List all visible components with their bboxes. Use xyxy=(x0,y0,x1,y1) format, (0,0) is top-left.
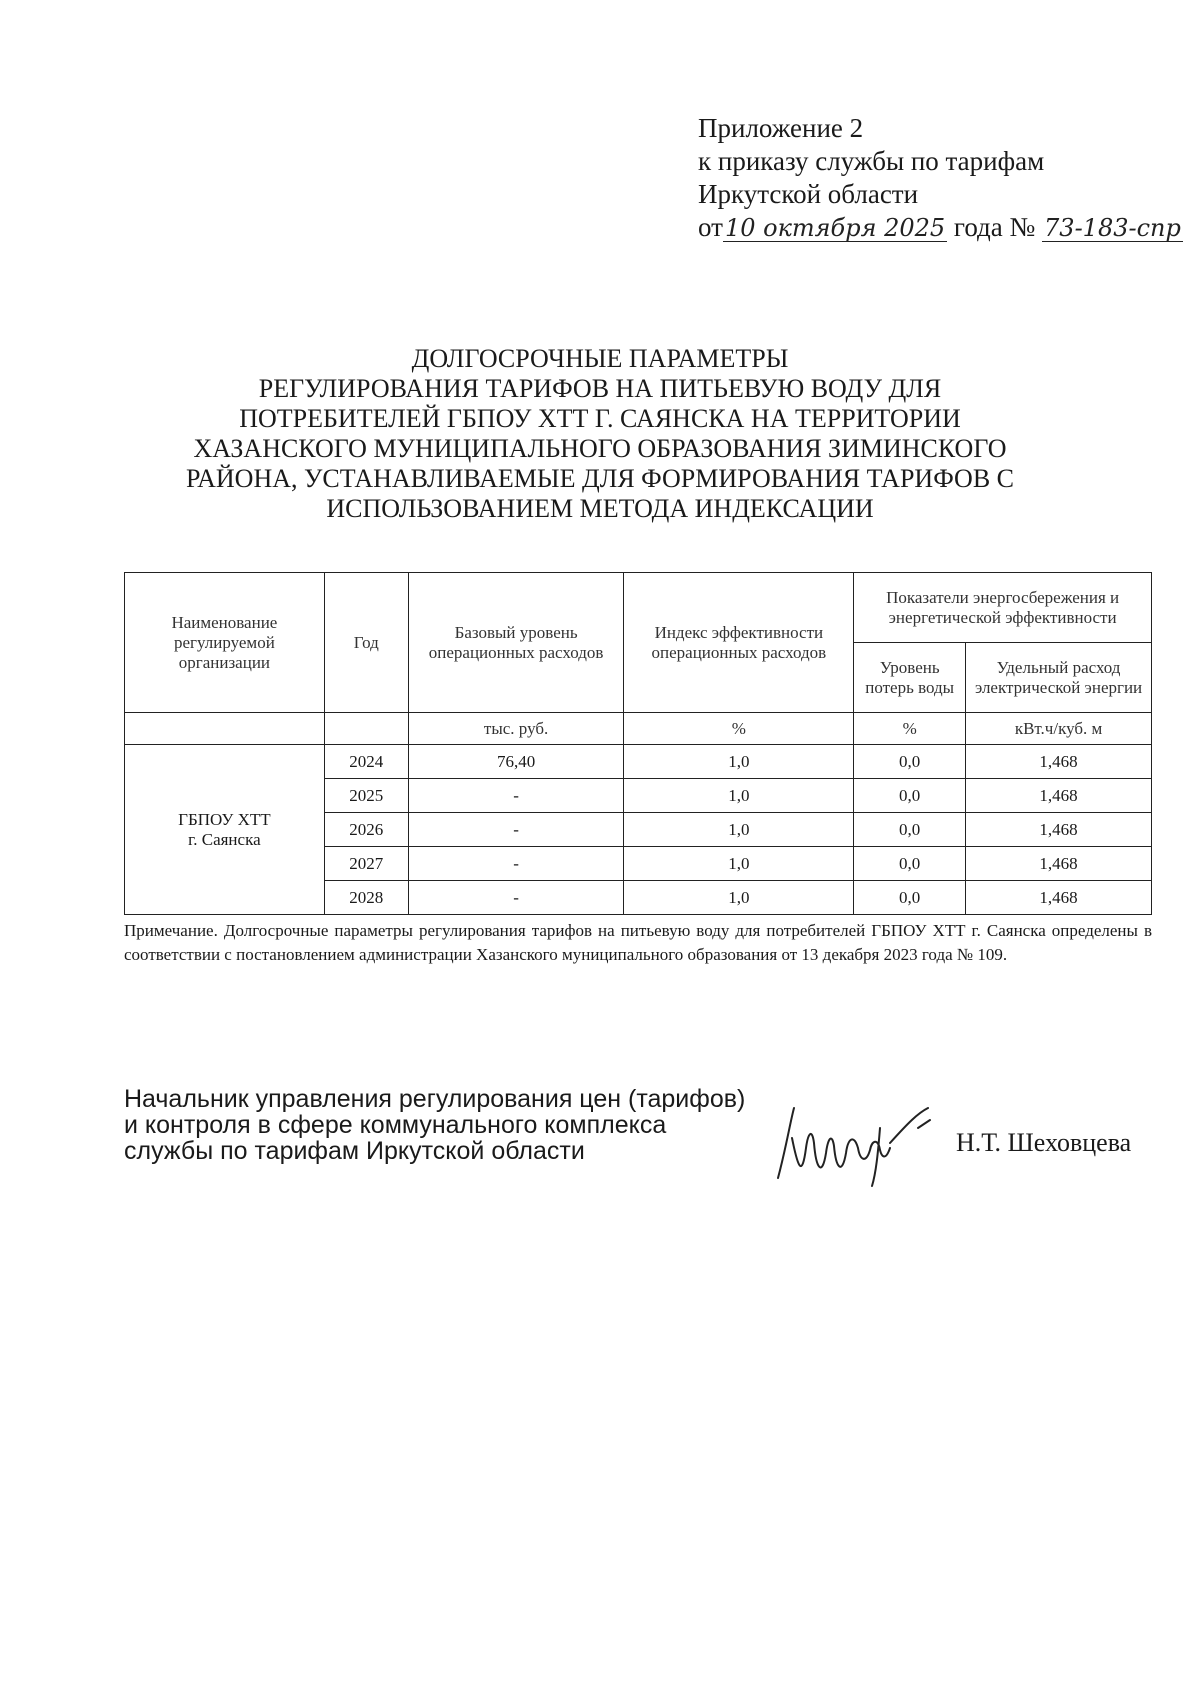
cell-base: 76,40 xyxy=(408,745,624,779)
parameters-table xyxy=(124,572,1152,915)
cell-year: 2026 xyxy=(324,813,408,847)
cell-index: 1,0 xyxy=(624,745,854,779)
units-empty-org xyxy=(125,713,325,745)
cell-year: 2025 xyxy=(324,779,408,813)
org-name-line-2: г. Саянска xyxy=(188,829,261,849)
cell-losses: 0,0 xyxy=(854,813,966,847)
cell-base: - xyxy=(408,779,624,813)
cell-base: - xyxy=(408,813,624,847)
title-line-2: РЕГУЛИРОВАНИЯ ТАРИФОВ НА ПИТЬЕВУЮ ВОДУ ДЛЯ xyxy=(258,374,942,403)
cell-specific: 1,468 xyxy=(966,881,1152,915)
appendix-line-2: к приказу службы по тарифам xyxy=(698,146,1045,176)
org-name-cell xyxy=(125,745,325,915)
cell-index: 1,0 xyxy=(624,813,854,847)
handwritten-date: 10 октября 2025 xyxy=(724,214,946,242)
signer-name: Н.Т. Шеховцева xyxy=(956,1128,1132,1157)
cell-losses: 0,0 xyxy=(854,779,966,813)
title-line-4: ХАЗАНСКОГО МУНИЦИПАЛЬНОГО ОБРАЗОВАНИЯ ЗИМИНСКОГО xyxy=(193,434,1007,463)
unit-base: тыс. руб. xyxy=(408,713,624,745)
title-line-6: ИСПОЛЬЗОВАНИЕМ МЕТОДА ИНДЕКСАЦИИ xyxy=(326,494,874,523)
cell-index: 1,0 xyxy=(624,847,854,881)
position-line-1: Начальник управления регулирования цен (тарифов) xyxy=(124,1085,746,1113)
units-empty-year xyxy=(324,713,408,745)
number-label: года № xyxy=(953,212,1036,242)
handwritten-signature xyxy=(768,1098,948,1188)
cell-base: - xyxy=(408,881,624,915)
handwritten-number: 73-183-спр xyxy=(1044,214,1181,242)
unit-losses: % xyxy=(854,713,966,745)
header-specific: Удельный расход электрической энергии xyxy=(966,643,1152,713)
cell-year: 2024 xyxy=(324,745,408,779)
position-line-2: и контроля в сфере коммунального комплекса xyxy=(124,1111,667,1139)
appendix-header xyxy=(698,112,1183,244)
signatory-position xyxy=(124,1086,745,1164)
date-prefix: от xyxy=(698,212,723,242)
unit-index: % xyxy=(624,713,854,745)
cell-losses: 0,0 xyxy=(854,847,966,881)
table-row xyxy=(125,745,1152,779)
title-line-5: РАЙОНА, УСТАНАВЛИВАЕМЫЕ ДЛЯ ФОРМИРОВАНИЯ ТАРИФОВ С xyxy=(185,464,1015,493)
title-line-1: ДОЛГОСРОЧНЫЕ ПАРАМЕТРЫ xyxy=(411,344,789,373)
cell-specific: 1,468 xyxy=(966,745,1152,779)
header-losses: Уровень потерь воды xyxy=(854,643,966,713)
org-name-line-1: ГБПОУ ХТТ xyxy=(178,809,271,829)
cell-index: 1,0 xyxy=(624,881,854,915)
header-base: Базовый уровень операционных расходов xyxy=(408,573,624,713)
position-line-3: службы по тарифам Иркутской области xyxy=(124,1137,585,1165)
header-energy-group: Показатели энергосбережения и энергетической эффективности xyxy=(854,573,1152,643)
title-line-3: ПОТРЕБИТЕЛЕЙ ГБПОУ ХТТ Г. САЯНСКА НА ТЕРРИТОРИИ xyxy=(239,404,961,433)
cell-year: 2027 xyxy=(324,847,408,881)
appendix-date-line xyxy=(698,211,1183,244)
header-index: Индекс эффективности операционных расходов xyxy=(624,573,854,713)
cell-index: 1,0 xyxy=(624,779,854,813)
cell-specific: 1,468 xyxy=(966,847,1152,881)
cell-specific: 1,468 xyxy=(966,813,1152,847)
cell-specific: 1,468 xyxy=(966,779,1152,813)
appendix-line-3: Иркутской области xyxy=(698,179,919,209)
cell-year: 2028 xyxy=(324,881,408,915)
document-title xyxy=(150,344,1050,524)
cell-losses: 0,0 xyxy=(854,745,966,779)
unit-specific: кВт.ч/куб. м xyxy=(966,713,1152,745)
header-org: Наименование регулируемой организации xyxy=(125,573,325,713)
table-note: Примечание. Долгосрочные параметры регулирования тарифов на питьевую воду для потребителей ГБПОУ ХТТ г. Саянска определены в соответствии с постановлением администрации Хазанского муниципального образования от 13 декабря 2023 года № 109. xyxy=(124,921,1152,964)
header-year: Год xyxy=(324,573,408,713)
cell-losses: 0,0 xyxy=(854,881,966,915)
appendix-line-1: Приложение 2 xyxy=(698,113,864,143)
cell-base: - xyxy=(408,847,624,881)
